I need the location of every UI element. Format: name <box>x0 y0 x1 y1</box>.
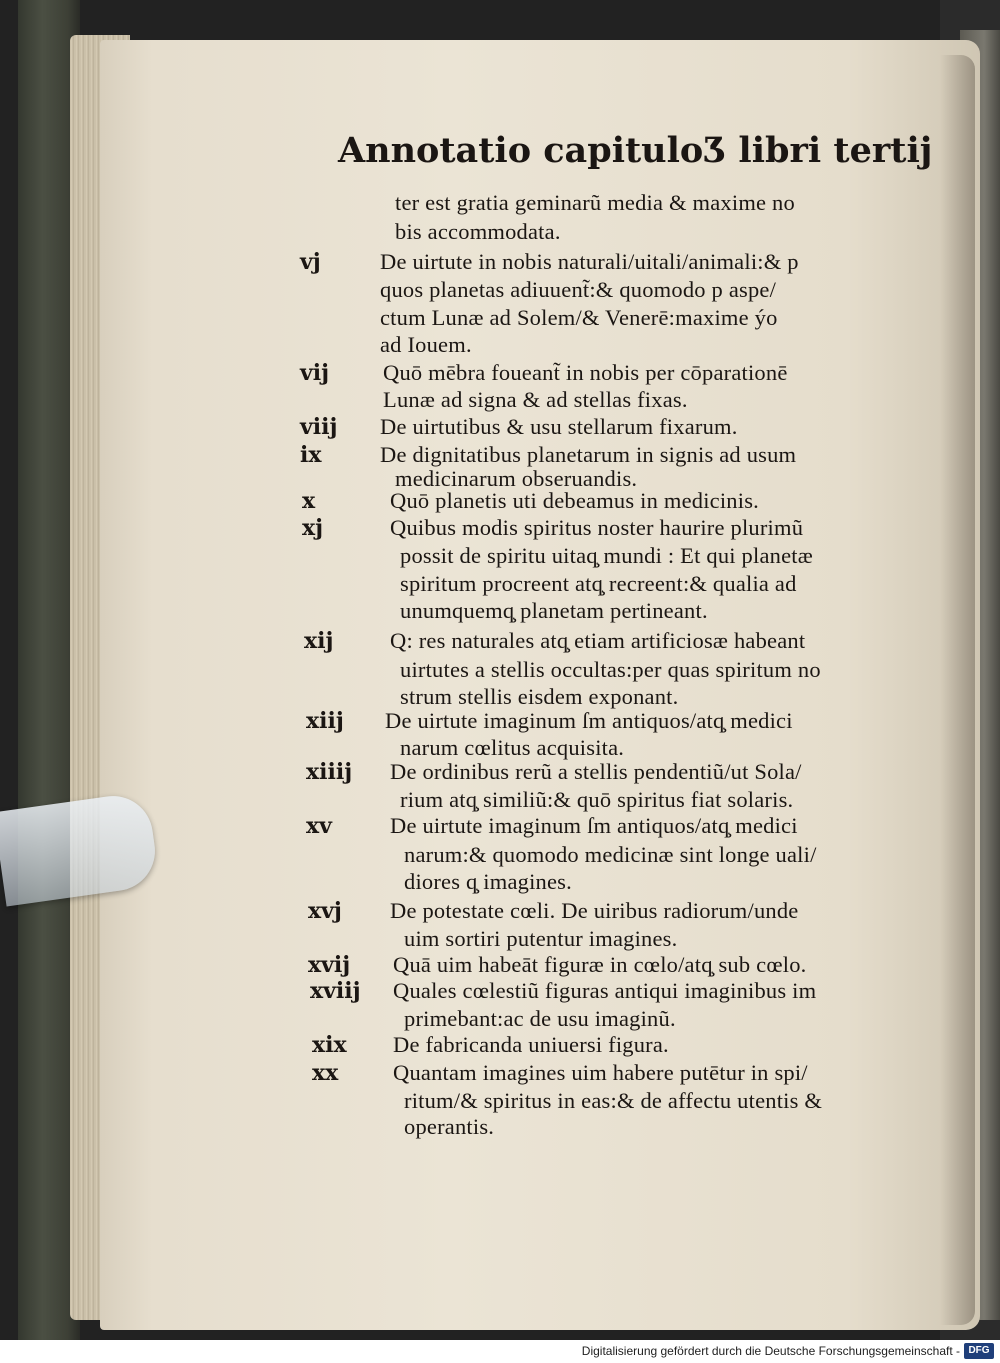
chapter-line: Quales cœlestiũ figuras antiqui imaginibus im <box>393 978 817 1003</box>
chapter-number: xvj <box>308 898 342 924</box>
chapter-line: uirtutes a stellis occultas:per quas spiritum no <box>400 657 821 682</box>
chapter-line: narum:& quomodo medicinæ sint longe uali/ <box>404 842 817 867</box>
chapter-line: De uirtute imaginum ſm antiquos/atq̧ medici <box>385 708 793 733</box>
chapter-line: ctum Lunæ ad Solem/& Venerē:maxime ýo <box>380 305 778 330</box>
chapter-line: De uirtutibus & usu stellarum fixarum. <box>380 414 738 439</box>
dfg-logo: DFG <box>964 1343 994 1359</box>
continuation-line: bis accommodata. <box>395 219 561 244</box>
chapter-line: ritum/& spiritus in eas:& de affectu utentis & <box>404 1088 823 1113</box>
chapter-line: diores q̧ imagines. <box>404 869 572 894</box>
chapter-number: x <box>302 488 316 514</box>
chapter-line: De dignitatibus planetarum in signis ad usum <box>380 442 797 467</box>
chapter-line: unumquemq̧ planetam pertineant. <box>400 598 708 623</box>
chapter-number: vij <box>300 360 330 386</box>
chapter-number: xiiij <box>306 759 353 785</box>
chapter-line: De uirtute imaginum ſm antiquos/atq̧ medici <box>390 813 798 838</box>
chapter-number: viij <box>300 414 338 440</box>
chapter-line: primebant:ac de usu imaginũ. <box>404 1006 676 1031</box>
chapter-line: quos planetas adiuuent̃:& quomodo p aspe/ <box>380 277 777 302</box>
chapter-line: rium atq̧ similiũ:& quō spiritus fiat solaris. <box>400 787 794 812</box>
footer-bar <box>0 1340 1000 1363</box>
chapter-line: uim sortiri putentur imagines. <box>404 926 678 951</box>
chapter-line: De uirtute in nobis naturali/uitali/animali:& p <box>380 249 799 274</box>
chapter-number: xx <box>312 1060 339 1086</box>
chapter-number: xj <box>302 515 324 541</box>
chapter-line: Quō mēbra foueant̃ in nobis per cōparationē <box>383 360 788 385</box>
page-heading: Annotatio capituloƷ libri tertij <box>338 130 933 171</box>
chapter-line: De fabricanda uniuersi figura. <box>393 1032 669 1057</box>
funding-notice: Digitalisierung gefördert durch die Deutsche Forschungsgemeinschaft - <box>581 1344 960 1358</box>
chapter-line: operantis. <box>404 1114 495 1139</box>
chapter-number: vj <box>300 249 321 275</box>
chapter-line: medicinarum obseruandis. <box>395 466 638 491</box>
chapter-line: Lunæ ad signa & ad stellas fixas. <box>383 387 688 412</box>
chapter-number: xix <box>312 1032 347 1058</box>
chapter-line: strum stellis eisdem exponant. <box>400 684 679 709</box>
chapter-number: xvij <box>308 952 351 978</box>
chapter-line: spiritum procreent atq̧ recreent:& qualia ad <box>400 571 797 596</box>
chapter-number: xiij <box>306 708 344 734</box>
chapter-line: Quibus modis spiritus noster haurire plurimũ <box>390 515 804 540</box>
chapter-line: Quā uim habeāt figuræ in cœlo/atq̧ sub cœlo. <box>393 952 807 977</box>
chapter-number: xviij <box>310 978 361 1004</box>
chapter-line: ad Iouem. <box>380 332 472 357</box>
chapter-number: xv <box>306 813 332 839</box>
chapter-line: Q: res naturales atq̧ etiam artificiosæ habeant <box>390 628 806 653</box>
chapter-number: xij <box>304 628 334 654</box>
chapter-line: narum cœlitus acquisita. <box>400 735 625 760</box>
page-gutter-shadow <box>940 55 975 1325</box>
chapter-line: Quō planetis uti debeamus in medicinis. <box>390 488 759 513</box>
chapter-line: De potestate cœli. De uiribus radiorum/unde <box>390 898 799 923</box>
chapter-line: Quantam imagines uim habere putētur in spi/ <box>393 1060 808 1085</box>
chapter-number: ix <box>300 442 322 468</box>
chapter-line: possit de spiritu uitaq̧ mundi : Et qui planetæ <box>400 543 813 568</box>
continuation-line: ter est gratia geminarũ media & maxime no <box>395 190 795 215</box>
chapter-line: De ordinibus rerũ a stellis pendentiũ/ut Sola/ <box>390 759 802 784</box>
